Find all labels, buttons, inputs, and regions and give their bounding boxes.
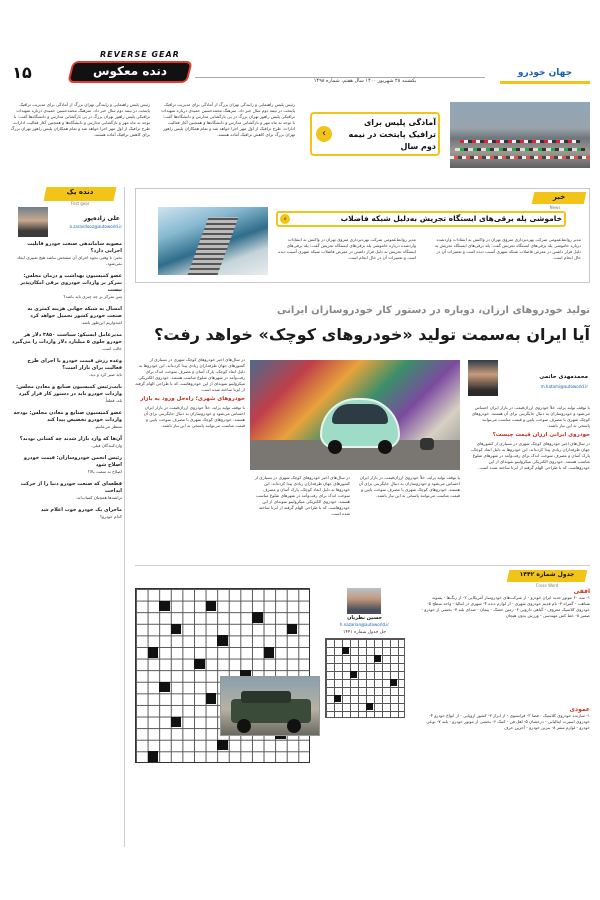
section-title: دنده معکوس — [92, 64, 168, 78]
qa-item: وعده رزش قیمت خودرو با اجرای طرح فعالیت برای بازار است؟ باید صبر کرد و دید. — [27, 358, 122, 377]
article-col-4: با توقف تولید پراید، خلأ خودروی ارزان‌قیمت در بازار ایران احساس می‌شود و خودروسازان به دنبال جایگزینی برای آن هستند. خودروهای کوچک شهری با مصرف سوخت پایین و قیمت مناسب می‌توانند پاسخی به این نیاز باشند. خودروی ایرانی ارزان قیمت چیست؟ در سال‌های اخیر خودروهای کوچک شهری در بسیاری از کشورهای جهان طرفداران زیادی پیدا کرده‌اند. این خودروها به دلیل ابعاد کوچک، پارک آسان و مصرف سوخت اندک برای رفت‌وآمد در شهرهای شلوغ مناسب هستند. خودروی الکتریکی میکرولینو نمونه‌ای از این خودروهاست که با طراحی الهام گرفته از ایزتا ساخته شده است. — [470, 405, 590, 470]
qa-item: مصوبه ساماندهی صنعت خودرو قابلیت اجرایی دارد؟ نخیر؛ تا وقتی نحوه اجرای آن مشخص نباشد هیچ تغییری ایجاد نمی‌شود. — [16, 241, 122, 266]
prev-solution-label: حل جدول شماره ۱۴۴۱ — [342, 630, 386, 635]
newspaper-logo: جهان خودرو — [500, 68, 590, 84]
down-clues — [420, 706, 590, 821]
down-label: عمودی — [569, 706, 590, 713]
article-headline: آیا ایران به‌سمت تولید «خودروهای کوچک» خواهد رفت؟ — [154, 325, 590, 344]
date-line: یکشنبه ۲۸ شهریور ۱۴۰۰ سال هفتم، شماره ۱۴۹۸ — [313, 78, 417, 84]
news-label-text: خبر — [552, 193, 566, 201]
article-author-box — [468, 360, 590, 400]
top-story-body: رئیس پلیس راهنمایی و رانندگی تهران بزرگ از آمادگی برای مدیریت ترافیک پایتخت در نیمه دوم سال خبر داد. سرهنگ محمدحسین حمیدی درباره تمهیدات ترافیکی پلیس راهور تهران بزرگ در پی بازگشایی مدارس و دانشگاه‌ها گفت: با توجه به ماه مهر و بازگشایی مدارس و دانشگاه‌ها و همچنین آغاز فعالیت ادارات، طرح ترافیک از اول مهر اجرا خواهد شد و تمام همکاران پلیس راهور تهران بزرگ برای کاهش ترافیک آماده هستند. — [10, 102, 150, 137]
top-story-title-box — [310, 112, 440, 156]
qa-item: امسال به شبکه جهانی هزینه کمتری به صنعت خودرو کشور تحمیل خواهد کرد امیدواریم این‌طور باشد. — [27, 306, 122, 325]
news-title-box — [276, 211, 566, 227]
article-author: محمدمهدی حاتمی — [539, 374, 588, 380]
crossword-title-en: Cross Word — [535, 583, 559, 588]
microlino-car-photo — [250, 360, 460, 470]
across-clue-text: ۱- سه ۶۰ موتور جدید ایران خودرو - از شرکت‌های خودروساز آمریکایی ۲- از رنگ‌ها - پسوند شباهت - گمراه ۳- نام قدیم خودروی شهری - از لوازم دنده ۴- شهری در ایتالیا - واحد سطح ۵- خودروی کلاسیک معروف - گیاهی دارویی ۶- زمین خشک - پیمان - صدای بلند ۷- بخشی از خودرو - ضمیر ۸- خط کش مهندسی - ورزش بدون هیجان — [421, 595, 590, 618]
author-photo — [468, 360, 498, 396]
article-author-email[interactable]: m.hatami@autoworld.ir — [540, 384, 588, 389]
qa-item: عضو کمیسیون صنایع و معادن مجلس: بودجه واردات خودرو تخصیص پیدا کند منتظر می‌مانیم. — [13, 410, 122, 429]
article-col-3: با توقف تولید پراید، خلأ خودروی ارزان‌قیمت در بازار ایران احساس می‌شود و خودروسازان به دنبال جایگزینی برای آن هستند. خودروهای کوچک شهری با مصرف سوخت پایین و قیمت مناسب می‌توانند پاسخی به این نیاز باشند. — [358, 475, 460, 498]
crossword-author: حسین نظریان — [347, 615, 382, 621]
down-clue-text: ۱- سازنده خودروی کلاسیک - فضا ۲- فرانسوی - از ابزار ۳- کشور اروپایی - از انواع خودرو ۴- خودروی اسپرت ایتالیایی - درخشان ۵- اهل فن - کمک ۶- بخشی از موتور خودرو - بلند ۷- نوعی خودرو - لوازم سفر ۸- بنزین خودرو - آخرین حرف — [426, 713, 590, 730]
crossword-title: جدول شماره ۱۴۴۲ — [519, 571, 575, 578]
traffic-photo — [450, 102, 590, 168]
reverse-gear-label: REVERSE GEAR — [100, 50, 180, 59]
article-subhead: خودروی ایرانی ارزان قیمت چیست؟ — [492, 432, 590, 438]
qa-item: نایب‌رئیس کمیسیون صنایع و معادن مجلس: واردات خودرو باید در دستور کار قرار گیرد بله، قطعاً. — [16, 384, 122, 403]
crossword-section — [135, 565, 590, 855]
article-subhead: خودروهای شهری؛ راه‌حل ورود به بازار — [140, 396, 245, 402]
arrow-left-icon: ‹ — [316, 126, 332, 142]
column-label-en: First gear — [70, 201, 90, 206]
author-photo — [18, 207, 48, 237]
news-box — [135, 188, 590, 283]
author-photo — [347, 588, 381, 614]
qa-item: قطعه‌ای که صنعت خودرو دنیا را از حرکت انداخت تراشه‌ها همچنان کمیاب‌اند. — [20, 481, 122, 500]
article-kicker: تولید خودروهای ارزان، دوباره در دستور کار خودروسازان ایرانی — [276, 305, 590, 316]
main-article — [135, 305, 590, 560]
column-sidebar — [10, 187, 125, 847]
news-title: خاموشی پله برقی‌های ایستگاه تجریش به‌دلیل شبکه فاضلاب — [340, 214, 562, 223]
top-story-body-2: رئیس پلیس راهنمایی و رانندگی تهران بزرگ از آمادگی برای مدیریت ترافیک پایتخت در نیمه دوم سال خبر داد. سرهنگ محمدحسین حمیدی درباره تمهیدات ترافیکی پلیس راهور تهران بزرگ در پی بازگشایی مدارس و دانشگاه‌ها گفت: با توجه به ماه مهر و بازگشایی مدارس و دانشگاه‌ها و همچنین آغاز فعالیت ادارات، طرح ترافیک از اول مهر اجرا خواهد شد و تمام همکاران پلیس راهور تهران بزرگ برای کاهش ترافیک آماده هستند. — [161, 102, 295, 137]
column-label-text: دنده یک — [66, 188, 94, 196]
top-story — [10, 100, 590, 172]
arrow-left-icon: ‹ — [280, 214, 290, 224]
news-label-en: News — [549, 205, 561, 210]
prev-solution-grid — [325, 638, 405, 718]
top-story-title: آمادگی پلیس برای ترافیک پایتخت در نیمه دوم سال — [348, 118, 436, 151]
qa-item: مدیرعامل ایسیکو: سیاست ۳۸۵۰ دلار هر خودرو جلوی ۵ میلیارد دلار واردات را می‌گیرد جالب است. — [12, 332, 122, 351]
page-header — [10, 50, 590, 92]
escalator-photo — [158, 207, 268, 275]
across-clues — [420, 588, 590, 703]
crossword-author-box — [317, 588, 412, 628]
qa-item: آن‌ها که وارد بازار شدند چه کسانی بودند؟ واردکنندگان قبلی. — [19, 436, 122, 448]
news-body: مدیر روابط‌عمومی شرکت بهره‌برداری متروی تهران در واکنش به انتقادات واردشده درباره خاموشی پله برقی‌های ایستگاه تجریش گفت: پله برقی‌های ایستگاه تجریش به دلیل قرار داشتن در معرض فاضلاب شبکه شهری آسیب دیده است و تعمیرات آن در حال انجام است. — [278, 237, 416, 260]
page-number: ۱۵ — [12, 63, 32, 82]
qa-item: رئیس انجمن خودروسازان: قیمت خودرو اصلاح شود اصلاح به سمت بالا؟ — [23, 455, 122, 474]
article-col-1: در سال‌های اخیر خودروهای کوچک شهری در بسیاری از کشورهای جهان طرفداران زیادی پیدا کرده‌اند. این خودروها به دلیل ابعاد کوچک، پارک آسان و مصرف سوخت اندک برای رفت‌وآمد در شهرهای شلوغ مناسب هستند. خودروی الکتریکی میکرولینو نمونه‌ای از این خودروهاست که با طراحی الهام گرفته از ایزتا ساخته شده است. خودروهای شهری؛ راه‌حل ورود به بازار با توقف تولید پراید، خلأ خودروی ارزان‌قیمت در بازار ایران احساس می‌شود و خودروسازان به دنبال جایگزینی برای آن هستند. خودروهای کوچک شهری با مصرف سوخت پایین و قیمت مناسب می‌توانند پاسخی به این نیاز باشند. — [135, 357, 245, 428]
column-qa-list — [12, 241, 122, 841]
column-author: علی زاده‌پور — [83, 215, 120, 222]
classic-car-photo — [220, 676, 320, 736]
qa-item: ماجرای یک خودرو خوب اعلام شد کدام خودرو؟ — [40, 507, 122, 519]
across-label: افقی — [573, 588, 590, 595]
column-email[interactable]: a.zarandooz@autoworld.ir — [69, 224, 122, 229]
news-body-2: مدیر روابط‌عمومی شرکت بهره‌برداری متروی تهران در واکنش به انتقادات واردشده درباره خاموشی پله برقی‌های ایستگاه تجریش گفت: پله برقی‌های ایستگاه تجریش به دلیل قرار داشتن در معرض فاضلاب شبکه شهری آسیب دیده است و تعمیرات آن در حال انجام است. — [434, 237, 581, 260]
crossword-author-email[interactable]: h.nazarian@autoworld.ir — [339, 622, 390, 627]
qa-item: عضو کمیسیون بهداشت و درمان مجلس: تمرکز بر واردات خودروی برقی امکان‌پذیر نیست پس تمرکز بر چه چیزی باید باشد؟ — [20, 273, 122, 299]
article-col-2: در سال‌های اخیر خودروهای کوچک شهری در بسیاری از کشورهای جهان طرفداران زیادی پیدا کرده‌اند. این خودروها به دلیل ابعاد کوچک، پارک آسان و مصرف سوخت اندک برای رفت‌وآمد در شهرهای شلوغ مناسب هستند. خودروی الکتریکی میکرولینو نمونه‌ای از این خودروهاست که با طراحی الهام گرفته از ایزتا ساخته شده است. — [254, 475, 350, 516]
